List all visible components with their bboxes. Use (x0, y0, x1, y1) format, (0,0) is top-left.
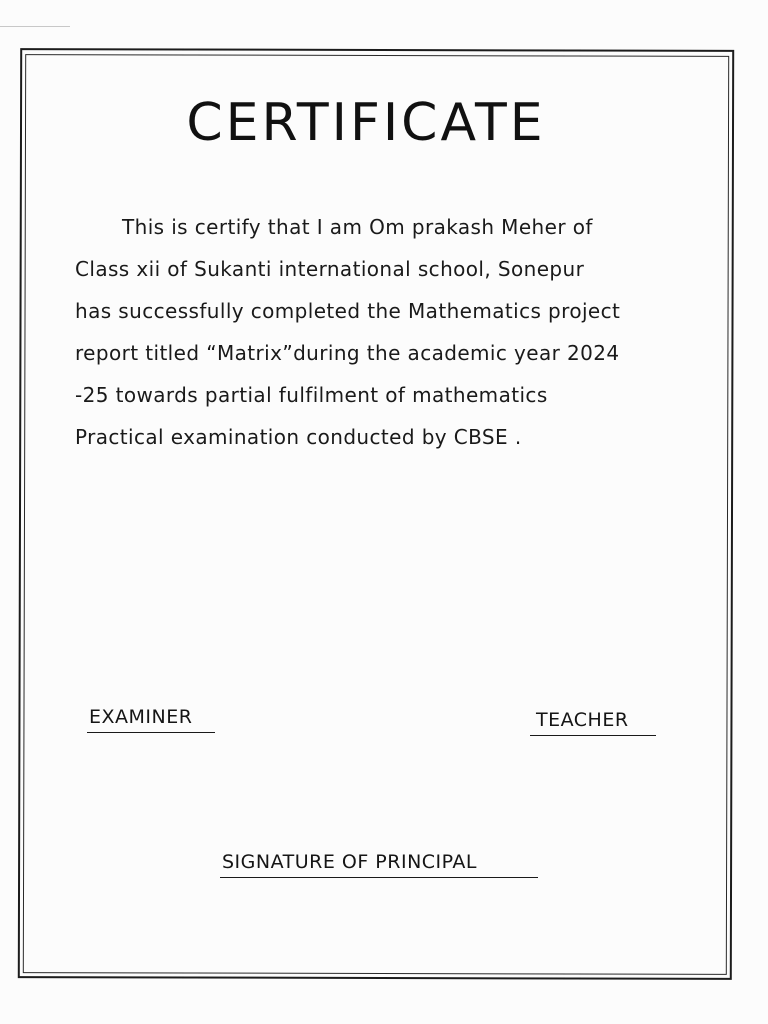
body-line: Practical examination conducted by CBSE . (75, 425, 522, 449)
teacher-underline (530, 735, 656, 736)
body-line: report titled “Matrix”during the academic year 2024 (75, 341, 620, 365)
body-line: Class xii of Sukanti international school, Sonepur (75, 257, 585, 281)
certificate-title: CERTIFICATE (186, 93, 546, 153)
scan-edge-mark (0, 26, 70, 27)
body-line: has successfully completed the Mathematics project (75, 299, 621, 323)
body-line: -25 towards partial fulfilment of mathematics (75, 383, 548, 407)
inner-border (23, 54, 729, 975)
principal-label: SIGNATURE OF PRINCIPAL (222, 851, 477, 873)
teacher-label: TEACHER (536, 709, 629, 731)
principal-signature-block (220, 851, 538, 878)
body-line: This is certify that I am Om prakash Meher of (122, 215, 593, 239)
principal-underline (220, 877, 538, 878)
examiner-underline (87, 732, 215, 733)
certificate-body (75, 208, 700, 460)
teacher-signature-block (530, 709, 656, 736)
examiner-label: EXAMINER (89, 706, 193, 728)
examiner-signature-block (87, 706, 215, 733)
